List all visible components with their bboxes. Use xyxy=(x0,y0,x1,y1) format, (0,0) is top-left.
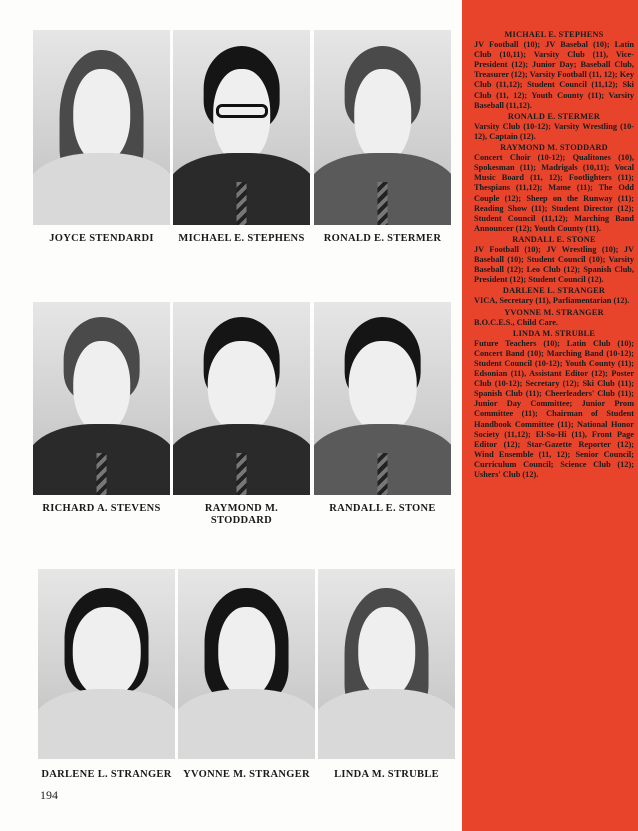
student-name: RANDALL E. STONE xyxy=(329,503,436,514)
bio-activities: JV Football (10); JV Wrestling (10); JV Baseball (10); Student Council (10); Varsity Baseball (12); Leo Club (12); Spanish Club, President (12); Student Council (12). xyxy=(474,244,634,285)
portrait-photo xyxy=(173,30,310,225)
portrait-photo xyxy=(173,302,310,495)
portrait-photo xyxy=(33,30,170,225)
student-name: RICHARD A. STEVENS xyxy=(42,503,161,514)
student-name: LINDA M. STRUBLE xyxy=(334,769,439,780)
bio-name: MICHAEL E. STEPHENS xyxy=(504,30,604,39)
biography-entry xyxy=(474,30,634,111)
biography-entry xyxy=(474,329,634,480)
student-name: MICHAEL E. STEPHENS xyxy=(178,233,305,244)
biography-entry xyxy=(474,143,634,234)
biography-entry xyxy=(474,286,634,306)
bio-activities: Concert Choir (10-12); Qualitones (10), Spokesman (11); Madrigals (10,11); Vocal Music Board (11, 12); Footlighters (11); Thespians (11,12); Mame (11); The Odd Couple (12); Sheep on the Runway (11); Reading Show (11); Student Director (12); Student Council (11,12); Marching Band Announcer (12); Youth County (11). xyxy=(474,153,634,233)
student-name: JOYCE STENDARDI xyxy=(49,233,154,244)
bio-name: RANDALL E. STONE xyxy=(512,234,596,244)
page-number: 194 xyxy=(40,788,58,802)
bio-name: DARLENE L. STRANGER xyxy=(502,286,606,296)
bio-name: RAYMOND M. STODDARD xyxy=(500,143,608,153)
bio-activities: JV Football (10); JV Basebal (10); Latin Club (10,11); Varsity Club (11), Vice-President (12); Junior Day; Baseball Club, Treasurer (12); Varsity Football (11, 12); Key Club (11,12); Student Council (11,12); Ski Club (11, 12); Youth County (11); Varsity Baseball (11,12). xyxy=(474,40,634,110)
bio-activities: Varsity Club (10-12); Varsity Wrestling (10-12), Captain (12). xyxy=(474,121,634,141)
student-name: YVONNE M. STRANGER xyxy=(183,769,310,780)
portrait-photo xyxy=(33,302,170,495)
biography-entry xyxy=(474,112,634,142)
portrait-photo xyxy=(314,30,451,225)
bio-name: LINDA M. STRUBLE xyxy=(512,328,596,338)
portrait-photo xyxy=(178,569,315,759)
student-name: RAYMOND M. STODDARD xyxy=(204,503,279,526)
portrait-photo xyxy=(314,302,451,495)
portrait-photo xyxy=(318,569,455,759)
bio-name: YVONNE M. STRANGER xyxy=(504,307,604,317)
bio-activities: B.O.C.E.S., Child Care. xyxy=(474,317,558,327)
biography-column xyxy=(474,30,634,481)
bio-name: RONALD E. STERMER xyxy=(507,111,601,121)
bio-activities: Future Teachers (10); Latin Club (10); Concert Band (10); Marching Band (10-12); Student Council (10-12); Youth County (11); Edsonian (11), Assistant Editor (12); Poster Club (10-12); Secretary (12); Ski Club (11); Spanish Club (11); Cheerleaders' Club (11); Junior Day Committee; Junior Prom Committee (11); Chairman of Student Handbook Committee (11); National Honor Society (11,12); El-So-Hi (11), Front Page Editor (12); Star-Gazette Reporter (12); Wind Ensemble (11, 12); Senior Council; Curriculum Council; Science Club (12); Ushers' Club (12). xyxy=(474,338,634,480)
student-name: DARLENE L. STRANGER xyxy=(41,769,172,780)
biography-entry xyxy=(474,235,634,285)
portrait-photo xyxy=(38,569,175,759)
bio-activities: VICA, Secretary (11), Parliamentarian (12). xyxy=(474,296,630,306)
biography-entry xyxy=(474,308,634,328)
student-name: RONALD E. STERMER xyxy=(323,233,442,244)
